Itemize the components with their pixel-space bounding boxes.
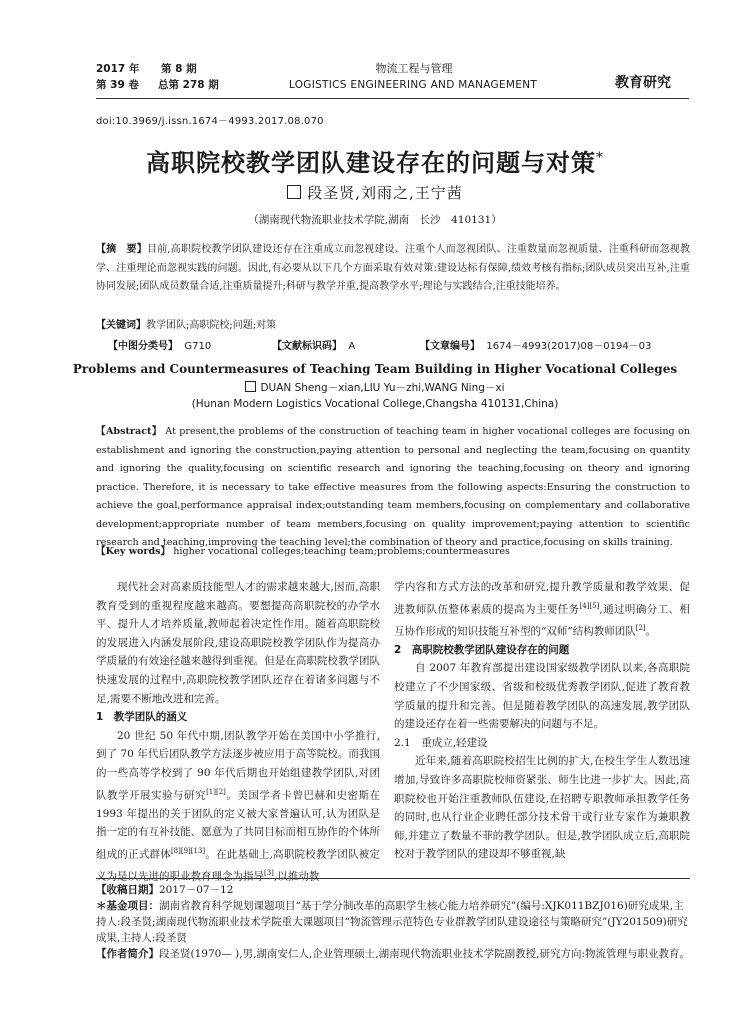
author-bio-label: 【作者简介】 <box>96 948 159 960</box>
s1-text-d: ,以推动教 <box>273 870 320 883</box>
header-year: 2017 年 <box>96 63 140 75</box>
authors-text: 段圣贤,刘雨之,王宁茜 <box>307 184 463 202</box>
article-number <box>420 337 651 352</box>
keywords-zh-text: 教学团队;高职院校;问题;对策 <box>146 320 277 331</box>
s1-text-c: 。在此基础上,高职院校教学团队被定义为是以先进的职业教育理念为指导 <box>96 848 381 883</box>
header-rule <box>96 98 689 99</box>
s1-text-a: 20 世纪 50 年代中期,团队教学开始在美国中小学推行,到了 70 年代后团队教学方法逐步被应用于高等院校。而我国的一些高等学校到了 90 年代后期也开始组建教学团队,对团队教学开展实验与研究 <box>96 729 380 802</box>
en-author-box-icon <box>245 381 256 392</box>
section-2-1-paragraph: 近年来,随着高职院校招生比例的扩大,在校生学生人数迅速增加,导致许多高职院校师资紧张、师生比进一步扩大。因此,高职院校也开始注重教师队伍建设,在招聘专职教师承担教学任务的同时,也从行业企业聘任部分技术骨干或行业专家作为兼职教师,并建立了数量不菲的教学团队。但是,教学团队成立后,高职院校对于教学团队的建设却不够重视,缺 <box>394 755 690 861</box>
affiliation: （湖南现代物流职业技术学院,湖南 长沙 410131） <box>248 214 502 226</box>
header-total-issue: 总第 278 期 <box>158 79 219 91</box>
english-authors-text: DUAN Sheng－xian,LIU Yu－zhi,WANG Ning－xi <box>260 382 505 394</box>
keywords-en-text: higher vocational colleges;teaching team;problems;countermeasures <box>173 546 510 557</box>
r-text-c: 。 <box>645 625 657 638</box>
keywords-en <box>96 543 690 557</box>
fund-info <box>96 898 690 946</box>
doc-value: A <box>348 341 356 352</box>
received-date <box>96 882 690 898</box>
abstract-en <box>96 423 690 553</box>
authors <box>0 182 750 203</box>
author-bio <box>96 946 690 962</box>
doc-label: 【文献标识码】 <box>272 341 342 352</box>
header-volume: 第 39 卷 <box>96 79 139 91</box>
citation: [8][9][13] <box>170 846 206 855</box>
header-issue: 第 8 期 <box>161 63 197 75</box>
keywords-en-label: 【Key words】 <box>96 546 171 557</box>
received-value: 2017－07－12 <box>159 884 234 896</box>
section-2-heading: 2 高职院校教学团队建设存在的问题 <box>394 643 570 656</box>
clc-number <box>108 337 211 352</box>
author-box-icon <box>287 185 301 199</box>
doi: doi:10.3969/j.issn.1674－4993.2017.08.070 <box>96 116 324 127</box>
english-authors <box>0 380 750 395</box>
body-right-column <box>394 578 690 864</box>
art-label: 【文章编号】 <box>420 341 480 352</box>
section-label: 教育研究 <box>615 75 671 91</box>
art-value: 1674－4993(2017)08－0194－03 <box>486 341 652 352</box>
section-1-heading: 1 教学团队的涵义 <box>96 711 188 724</box>
footnote-rule <box>96 878 690 879</box>
paper-title <box>0 143 750 178</box>
section-2-paragraph: 自 2007 年教育部提出建设国家级教学团队以来,各高职院校建立了不少国家级、省级和校级优秀教学团队,促进了教育教学质量的提升和完善。但是随着教学团队的高速发展,教学团队的建设还存在着一些需要解决的问题与不足。 <box>394 662 690 731</box>
journal-name-en: LOGISTICS ENGINEERING AND MANAGEMENT <box>288 79 538 91</box>
fund-label: ＊基金项目： <box>96 900 159 912</box>
keywords-zh-label: 【关键词】 <box>96 320 146 331</box>
journal-name-cn: 物流工程与管理 <box>375 62 453 75</box>
title-footnote-mark: * <box>596 150 604 166</box>
abstract-zh <box>96 241 690 297</box>
body-left-column <box>96 578 380 886</box>
citation: [1][2] <box>206 787 226 796</box>
continued-paragraph <box>394 578 690 641</box>
r-text-b: ,通过明确分工、相互协作形成的知识技能互补型的“双师”结构教师团队 <box>394 603 690 638</box>
abstract-zh-text: 目前,高职院校教学团队建设还存在注重成立而忽视建设、注重个人而忽视团队、注重数量而忽视质量、注重科研而忽视教学、注重理论而忽视实践的问题。因此,有必要从以下几个方面采取有效对策:建设达标有保障,绩效考核有指标;团队成员突出互补,注重协同发展;团队成员数量合适,注重质量提升;科研与教学并重,提高教学水平;理论与实践结合,注重技能培养。 <box>96 244 690 292</box>
clc-value: G710 <box>184 341 212 352</box>
citation: [2] <box>635 623 646 632</box>
intro-paragraph: 现代社会对高素质技能型人才的需求越来越大,因而,高职教育受到的重视程度越来越高。要想提高高职院校的办学水平、提升人才培养质量,教师起着决定性作用。随着高职院校的发展进入内涵发展阶段,建设高职院校教学团队作为提高办学质量的有效途径越来越得到重视。但是在高职院校教学团队快速发展的过程中,高职院校教学团队还存在着诸多问题与不足,需要不断地改进和完善。 <box>96 581 380 705</box>
fund-text: 湖南省教育科学规划课题项目“基于学分制改革的高职学生核心能力培养研究”(编号:XJK011BZJ016)研究成果,主持人:段圣贤;湖南现代物流职业技术学院重大课题项目“物流管理示范特色专业群教学团队建设途径与策略研究”(JY201509)研究成果,主持人:段圣贤 <box>96 900 688 944</box>
doc-code <box>272 337 355 352</box>
footnotes <box>96 882 690 962</box>
english-title: Problems and Countermeasures of Teaching Team Building in Higher Vocational Colleges <box>72 362 678 376</box>
abstract-en-label: 【Abstract】 <box>96 426 162 437</box>
section-1-paragraph <box>96 727 380 886</box>
s1-text-b: 。美国学者卡曾巴赫和史密斯在 1993 年提出的关于团队的定义被大家普遍认可,认为团队是指一定的有互补技能、愿意为了共同目标而相互协作的个体所组成的正式群体 <box>96 789 381 861</box>
section-2-1-heading: 2.1 重成立,轻建设 <box>394 736 488 749</box>
author-bio-text: 段圣贤(1970— ),男,湖南安仁人,企业管理硕士,湖南现代物流职业技术学院副教授,研究方向:物流管理与职业教育。 <box>159 948 690 960</box>
citation: [3] <box>264 868 274 877</box>
abstract-zh-label: 【摘 要】 <box>96 244 147 255</box>
clc-label: 【中图分类号】 <box>108 341 178 352</box>
keywords-zh <box>96 318 690 334</box>
received-label: 【收稿日期】 <box>96 884 159 896</box>
r-text-a: 学内容和方式方法的改革和研究,提升教学质量和教学效果、促进教师队伍整体素质的提高为主要任务 <box>394 581 690 616</box>
citation: [4][5] <box>579 601 600 610</box>
title-text: 高职院校教学团队建设存在的问题与对策 <box>146 148 596 177</box>
abstract-en-text: At present,the problems of the construction of teaching team in higher vocational colleges are focusing on establishment and ignoring the construction,paying attention to personal and neglecting the team,focusing on quantity and ignoring the quality,focusing on scientific research and ignoring the teaching,focusing on theory and ignoring practice. Therefore, it is necessary to take effective measures from the following aspects:Ensuring the construction to achieve the goal,performance appraisal index;outstanding team members,focusing on complementary and collaborative development;appropriate number of team members,focusing on quality improvement;paying attention to scientific research and teaching,improving the teaching level;the combination of theory and practice,focusing on skills training. <box>96 426 690 548</box>
english-affiliation: (Hunan Modern Logistics Vocational College,Changsha 410131,China) <box>191 398 559 410</box>
